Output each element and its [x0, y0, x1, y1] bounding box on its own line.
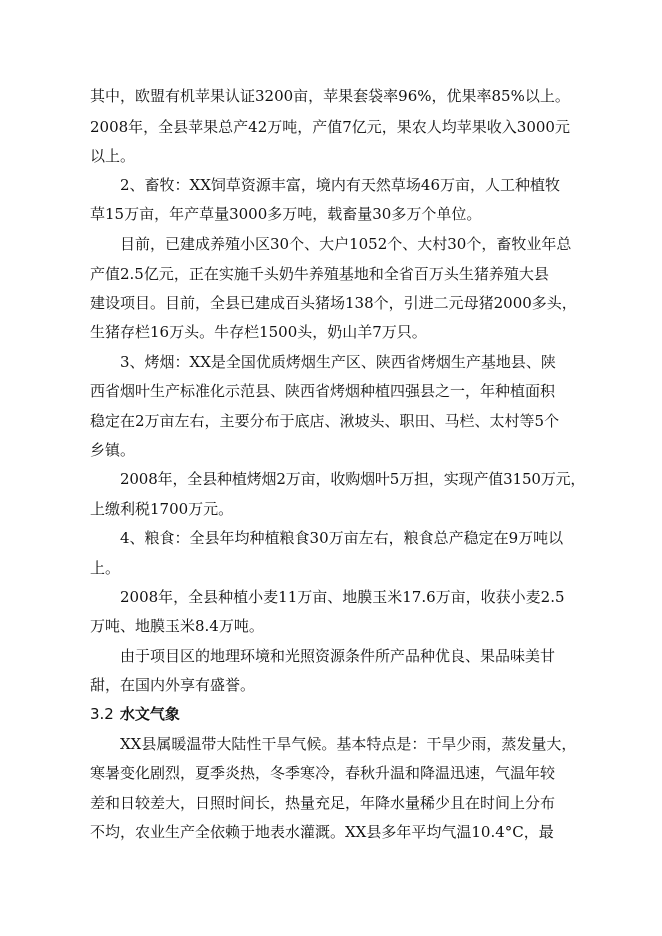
text-line: XX县属暖温带大陆性干旱气候。基本特点是：干旱少雨，蒸发量大，: [120, 735, 577, 753]
text-line: 差和日较差大，日照时间长，热量充足，年降水量稀少且在时间上分布: [90, 794, 556, 812]
text-line: 3、烤烟：XX是全国优质烤烟生产区、陕西省烤烟生产基地县、陕: [120, 353, 556, 371]
text-line: 西省烟叶生产标准化示范县、陕西省烤烟种植四强县之一，年种植面积: [90, 382, 556, 400]
text-line: 不均，农业生产全依赖于地表水灌溉。XX县多年平均气温10.4°C，最: [90, 823, 554, 841]
section-title: 水文气象: [119, 705, 180, 723]
text-line: 万吨、地膜玉米8.4万吨。: [90, 617, 264, 635]
text-line: 上缴利税1700万元。: [90, 500, 234, 518]
text-line: 2、畜牧：XX饲草资源丰富，境内有天然草场46万亩，人工种植牧: [120, 176, 560, 194]
text-line: 由于项目区的地理环境和光照资源条件所产品种优良、果品味美甘: [120, 647, 556, 665]
text-line: 草15万亩，年产草量3000多万吨，载畜量30多万个单位。: [90, 205, 482, 223]
text-line: 寒暑变化剧烈，夏季炎热，冬季寒冷，春秋升温和降温迅速，气温年较: [90, 764, 556, 782]
text-line: 其中，欧盟有机苹果认证3200亩，苹果套袋率96%，优果率85%以上。: [90, 87, 570, 105]
section-heading: [90, 704, 180, 724]
text-line: 生猪存栏16万头。牛存栏1500头，奶山羊7万只。: [90, 323, 427, 341]
text-line: 乡镇。: [90, 441, 136, 459]
text-line: 甜，在国内外享有盛誉。: [90, 676, 256, 694]
text-line: 2008年，全县种植烤烟2万亩，收购烟叶5万担，实现产值3150万元，: [120, 470, 586, 488]
text-line: 4、粮食：全县年均种植粮食30万亩左右，粮食总产稳定在9万吨以: [120, 529, 564, 547]
text-line: 稳定在2万亩左右，主要分布于底店、湫坡头、职田、马栏、太村等5个: [90, 412, 560, 430]
text-line: 以上。: [90, 147, 136, 165]
text-line: 产值2.5亿元，正在实施千头奶牛养殖基地和全省百万头生猪养殖大县: [90, 265, 549, 283]
text-line: 目前，已建成养殖小区30个、大户1052个、大村30个，畜牧业年总: [120, 235, 572, 253]
text-line: 上。: [90, 559, 121, 577]
text-line: 建设项目。目前，全县已建成百头猪场138个，引进二元母猪2000多头，: [90, 294, 577, 312]
section-number: 3.2: [90, 705, 114, 723]
text-line: 2008年，全县苹果总产42万吨，产值7亿元，果农人均苹果收入3000元: [90, 118, 570, 136]
text-line: 2008年，全县种植小麦11万亩、地膜玉米17.6万亩，收获小麦2.5: [120, 588, 565, 606]
